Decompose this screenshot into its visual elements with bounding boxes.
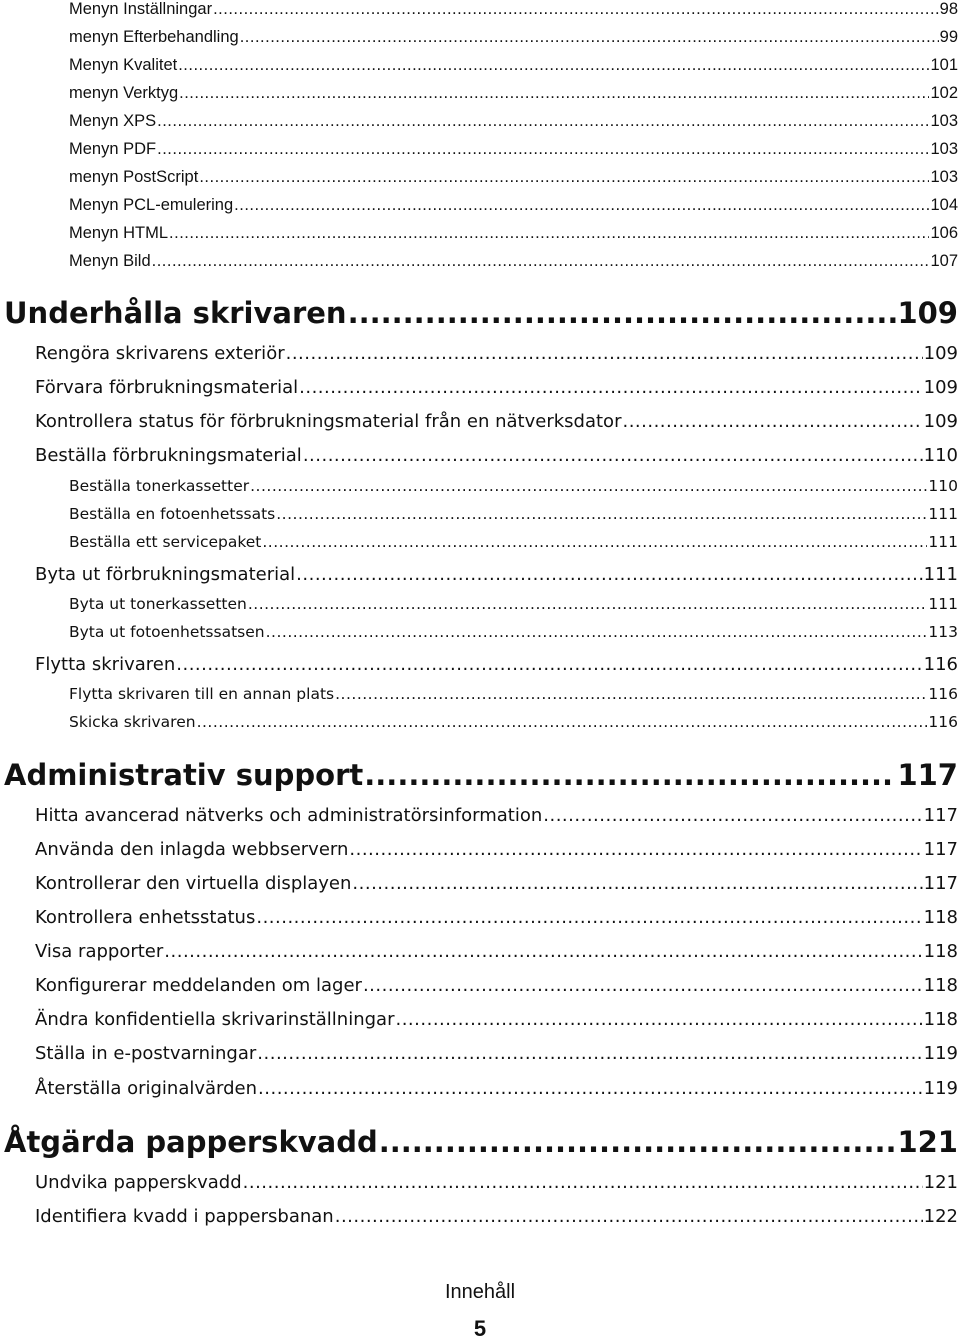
toc-entry-page: 122 [923,1206,958,1227]
toc-entry-title: Förvara förbrukningsmaterial [35,377,299,398]
chapter-page: 109 [897,296,958,330]
toc-entry-page: 111 [928,533,958,551]
toc-entry-title: Menyn HTML [69,224,169,242]
toc-entry-page: 101 [930,56,958,74]
toc-chapter-heading[interactable] [4,1125,958,1159]
toc-entry-page: 118 [923,907,958,928]
toc-entry-title: Menyn Kvalitet [69,56,178,74]
toc-entry-page: 110 [928,477,958,495]
toc-entry-page: 106 [930,224,958,242]
toc-entry[interactable] [69,84,958,103]
toc-entry-title: Byta ut förbrukningsmaterial [35,564,296,585]
toc-entry[interactable] [35,941,958,962]
toc-entry-page: 117 [923,805,958,826]
toc-entry-title: Använda den inlagda webbservern [35,839,349,860]
toc-entry-title: Byta ut fotoenhetssatsen [69,623,265,641]
toc-chapter-heading[interactable] [4,758,958,792]
toc-entry-page: 119 [923,1078,958,1099]
toc-entry-title: Kontrollera enhetsstatus [35,907,256,928]
toc-entry-title: Hitta avancerad nätverks och administratörsinformation [35,805,543,826]
toc-entry[interactable] [35,907,958,928]
toc-entry-page: 103 [930,112,958,130]
toc-entry[interactable] [69,713,958,731]
toc-entry[interactable] [35,1206,958,1227]
toc-entry[interactable] [35,839,958,860]
toc-entry-title: Menyn PDF [69,140,157,158]
toc-entry-title: Undvika papperskvadd [35,1172,242,1193]
toc-entry-title: Menyn Inställningar [69,0,213,18]
chapter-page: 117 [897,758,958,792]
toc-entry[interactable] [69,595,958,613]
toc-entry[interactable] [69,28,958,47]
chapter-title: Administrativ support [4,758,364,792]
toc-entry-page: 111 [928,595,958,613]
toc-entry-title: Menyn XPS [69,112,157,130]
toc-entry[interactable] [35,873,958,894]
chapter-title: Underhålla skrivaren [4,296,347,330]
toc-entry-page: 103 [930,168,958,186]
footer-section-label: Innehåll [444,1281,516,1303]
toc-entry-page: 109 [923,411,958,432]
toc-entry-title: Byta ut tonerkassetten [69,595,247,613]
toc-entry[interactable] [35,377,958,398]
toc-entry[interactable] [69,685,958,703]
toc-entry-title: Flytta skrivaren [35,654,176,675]
toc-entry-page: 109 [923,343,958,364]
toc-entry-page: 119 [923,1043,958,1064]
toc-entry[interactable] [69,56,958,75]
toc-entry-page: 111 [923,564,958,585]
toc-entry-title: Visa rapporter [35,941,164,962]
toc-entry-page: 116 [928,713,958,731]
toc-entry[interactable] [69,533,958,551]
toc-entry[interactable] [35,1043,958,1064]
toc-entry-page: 118 [923,941,958,962]
toc-entry-page: 118 [923,975,958,996]
toc-entry-page: 98 [939,0,958,18]
toc-entry-page: 116 [928,685,958,703]
toc-entry-page: 107 [930,252,958,270]
toc-entry-title: Återställa originalvärden [35,1078,258,1099]
toc-entry-page: 118 [923,1009,958,1030]
toc-entry-page: 102 [930,84,958,102]
toc-entry[interactable] [35,1172,958,1193]
toc-entry-page: 109 [923,377,958,398]
toc-entry-title: Kontrollerar den virtuella displayen [35,873,352,894]
toc-entry[interactable] [69,623,958,641]
toc-entry-title: Skicka skrivaren [69,713,196,731]
toc-entry-page: 117 [923,873,958,894]
toc-entry[interactable] [35,343,958,364]
chapter-title: Åtgärda papperskvadd [4,1125,378,1159]
toc-entry[interactable] [69,252,958,271]
toc-entry-title: Identifiera kvadd i pappersbanan [35,1206,334,1227]
toc-entry-title: Konfigurerar meddelanden om lager [35,975,362,996]
toc-entry[interactable] [35,975,958,996]
toc-entry-title: Kontrollera status för förbrukningsmaterial från en nätverksdator [35,411,622,432]
toc-entry-page: 121 [923,1172,958,1193]
toc-entry[interactable] [69,0,958,19]
toc-entry-title: menyn Efterbehandling [69,28,239,46]
toc-entry[interactable] [35,411,958,432]
toc-chapter-heading[interactable] [4,296,958,330]
toc-entry[interactable] [69,196,958,215]
toc-entry-title: menyn PostScript [69,168,199,186]
toc-entry[interactable] [69,112,958,131]
toc-entry-title: Rengöra skrivarens exteriör [35,343,285,364]
toc-entry[interactable] [35,564,958,585]
toc-entry-page: 117 [923,839,958,860]
toc-entry[interactable] [69,505,958,523]
toc-entry-title: Menyn Bild [69,252,151,270]
footer-page-number: 5 [473,1316,487,1341]
toc-entry[interactable] [69,477,958,495]
toc-entry-page: 103 [930,140,958,158]
toc-entry-title: Beställa tonerkassetter [69,477,250,495]
toc-entry-title: Beställa ett servicepaket [69,533,262,551]
toc-entry-title: menyn Verktyg [69,84,179,102]
toc-entry-title: Ställa in e-postvarningar [35,1043,257,1064]
toc-entry[interactable] [69,168,958,187]
toc-entry[interactable] [69,140,958,159]
toc-entry[interactable] [35,805,958,826]
toc-entry-page: 113 [928,623,958,641]
toc-entry-title: Beställa förbrukningsmaterial [35,445,302,466]
toc-entry-page: 116 [923,654,958,675]
toc-entry-title: Flytta skrivaren till en annan plats [69,685,335,703]
toc-entry-page: 111 [928,505,958,523]
toc-entry-page: 110 [923,445,958,466]
toc-entry[interactable] [35,654,958,675]
toc-entry[interactable] [35,1078,958,1099]
toc-entry-page: 104 [930,196,958,214]
chapter-page: 121 [897,1125,958,1159]
toc-entry-page: 99 [939,28,958,46]
toc-entry[interactable] [35,445,958,466]
toc-entry-title: Ändra konfidentiella skrivarinställningar [35,1009,395,1030]
toc-entry-title: Beställa en fotoenhetssats [69,505,276,523]
toc-entry-title: Menyn PCL-emulering [69,196,234,214]
toc-entry[interactable] [69,224,958,243]
toc-entry[interactable] [35,1009,958,1030]
